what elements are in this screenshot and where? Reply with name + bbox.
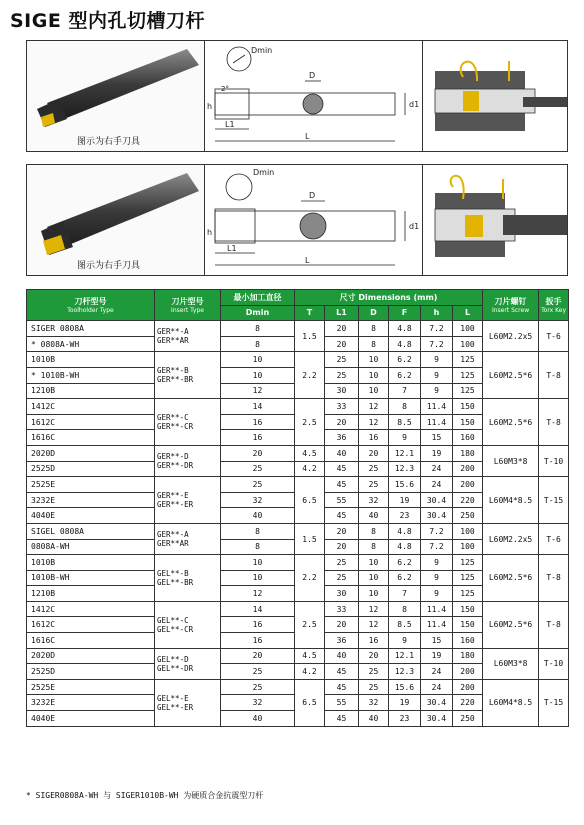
label-l1: L1	[227, 244, 237, 253]
cell-l1: 25	[325, 555, 359, 571]
tool-photo-2	[27, 165, 205, 275]
cell-t: 6.5	[295, 679, 325, 726]
cell-f: 4.8	[389, 539, 421, 555]
cell-t: 2.5	[295, 399, 325, 446]
cell-model: 2020D	[27, 445, 155, 461]
cell-dmin: 8	[221, 336, 295, 352]
cell-h: 9	[421, 570, 453, 586]
cell-dmin: 25	[221, 679, 295, 695]
cell-t: 1.5	[295, 321, 325, 352]
table-row	[27, 477, 569, 493]
cell-f: 4.8	[389, 523, 421, 539]
cell-d: 25	[359, 477, 389, 493]
cell-dmin: 10	[221, 367, 295, 383]
cell-model: SIGEL 0808A	[27, 523, 155, 539]
cell-dmin: 25	[221, 477, 295, 493]
cell-h: 30.4	[421, 695, 453, 711]
cell-l1: 25	[325, 367, 359, 383]
cell-d: 25	[359, 664, 389, 680]
cell-l1: 40	[325, 648, 359, 664]
cell-l1: 30	[325, 383, 359, 399]
cell-model: 1010B	[27, 352, 155, 368]
cell-t: 6.5	[295, 477, 325, 524]
cell-t: 4.5	[295, 648, 325, 664]
header-screw: 刀片螺钉 Insert Screw	[483, 290, 539, 321]
footnote: * SIGER0808A-WH 与 SIGER1010B-WH 为硬质合金抗震型刀杆	[26, 791, 264, 800]
cell-d: 25	[359, 461, 389, 477]
cell-d: 10	[359, 555, 389, 571]
cell-model: 2020D	[27, 648, 155, 664]
figure-caption: 图示为右手刀具	[77, 261, 141, 271]
tool-photo-1	[27, 41, 205, 151]
header-dmin: 最小加工直径	[221, 290, 295, 306]
cell-l: 250	[453, 711, 483, 727]
cell-d: 16	[359, 633, 389, 649]
cell-model: 4040E	[27, 508, 155, 524]
cell-f: 8	[389, 399, 421, 415]
cell-key: T-15	[539, 477, 569, 524]
cell-screw: L60M2.2x5	[483, 321, 539, 352]
cell-h: 24	[421, 664, 453, 680]
cell-model: 3232E	[27, 492, 155, 508]
cell-dmin: 16	[221, 414, 295, 430]
cell-model: 4040E	[27, 711, 155, 727]
header-holder: 刀杆型号 Toolholder Type	[27, 290, 155, 321]
header-t: T	[295, 305, 325, 321]
cell-h: 24	[421, 461, 453, 477]
cell-f: 12.3	[389, 461, 421, 477]
cell-l: 250	[453, 508, 483, 524]
cell-f: 8	[389, 601, 421, 617]
cell-l1: 20	[325, 539, 359, 555]
cell-l1: 55	[325, 492, 359, 508]
cell-dmin: 20	[221, 445, 295, 461]
cell-f: 6.2	[389, 352, 421, 368]
cell-key: T-8	[539, 399, 569, 446]
cell-h: 7.2	[421, 539, 453, 555]
cell-f: 19	[389, 695, 421, 711]
cell-dmin: 32	[221, 695, 295, 711]
cell-f: 12.1	[389, 648, 421, 664]
cell-model: 1210B	[27, 383, 155, 399]
cell-key: T-6	[539, 523, 569, 554]
cell-t: 2.5	[295, 601, 325, 648]
cell-model: 1010B	[27, 555, 155, 571]
cell-dmin: 32	[221, 492, 295, 508]
cell-insert: GER**-C GER**-CR	[155, 399, 221, 446]
cell-insert: GER**-D GER**-DR	[155, 445, 221, 476]
cell-d: 40	[359, 508, 389, 524]
cell-model: 3232E	[27, 695, 155, 711]
cell-l1: 45	[325, 664, 359, 680]
figure-caption: 图示为右手刀具	[77, 137, 141, 147]
label-l: L	[305, 256, 310, 265]
cell-screw: L60M2.5*6	[483, 399, 539, 446]
cell-d: 12	[359, 414, 389, 430]
cell-h: 15	[421, 633, 453, 649]
cell-dmin: 25	[221, 664, 295, 680]
cell-d: 12	[359, 617, 389, 633]
cell-d: 10	[359, 352, 389, 368]
table-row	[27, 352, 569, 368]
cell-h: 11.4	[421, 617, 453, 633]
cell-screw: L60M2.5*6	[483, 352, 539, 399]
cell-d: 10	[359, 586, 389, 602]
cell-h: 9	[421, 352, 453, 368]
header-insert: 刀片型号 Insert Type	[155, 290, 221, 321]
cell-d: 8	[359, 336, 389, 352]
cell-f: 12.1	[389, 445, 421, 461]
cell-l: 180	[453, 445, 483, 461]
cell-f: 4.8	[389, 321, 421, 337]
cell-l: 125	[453, 367, 483, 383]
cell-dmin: 8	[221, 523, 295, 539]
cell-l: 220	[453, 695, 483, 711]
table-row	[27, 445, 569, 461]
cell-l: 160	[453, 633, 483, 649]
cell-h: 24	[421, 679, 453, 695]
cell-dmin: 10	[221, 352, 295, 368]
cell-d: 10	[359, 367, 389, 383]
header-l1: L1	[325, 305, 359, 321]
cell-f: 15.6	[389, 679, 421, 695]
cell-key: T-6	[539, 321, 569, 352]
cell-dmin: 10	[221, 555, 295, 571]
spec-table	[26, 289, 569, 727]
cell-l: 100	[453, 539, 483, 555]
cell-dmin: 40	[221, 711, 295, 727]
cell-d: 20	[359, 445, 389, 461]
cell-insert: GEL**-E GEL**-ER	[155, 679, 221, 726]
cell-d: 32	[359, 492, 389, 508]
cell-l1: 33	[325, 399, 359, 415]
cell-screw: L60M3*8	[483, 445, 539, 476]
cell-key: T-8	[539, 555, 569, 602]
cell-d: 40	[359, 711, 389, 727]
label-dmin: Dmin	[251, 46, 273, 55]
cell-d: 20	[359, 648, 389, 664]
cell-l: 200	[453, 477, 483, 493]
cell-key: T-8	[539, 352, 569, 399]
header-dimensions: 尺寸 Dimensions (mm)	[295, 290, 483, 306]
cell-h: 30.4	[421, 508, 453, 524]
cell-d: 32	[359, 695, 389, 711]
cell-f: 8.5	[389, 617, 421, 633]
cell-insert: GER**-A GER**AR	[155, 321, 221, 352]
label-dmin: Dmin	[253, 168, 275, 177]
cell-l1: 36	[325, 633, 359, 649]
cell-t: 1.5	[295, 523, 325, 554]
cell-l: 100	[453, 321, 483, 337]
cell-model: 1412C	[27, 399, 155, 415]
cell-f: 6.2	[389, 367, 421, 383]
cell-model: 2525D	[27, 461, 155, 477]
cell-f: 9	[389, 633, 421, 649]
cell-f: 23	[389, 508, 421, 524]
cell-h: 9	[421, 586, 453, 602]
cell-l: 100	[453, 336, 483, 352]
cell-l1: 45	[325, 711, 359, 727]
cell-screw: L60M2.5*6	[483, 555, 539, 602]
cell-model: 2525D	[27, 664, 155, 680]
cell-l1: 20	[325, 617, 359, 633]
cell-screw: L60M4*8.5	[483, 679, 539, 726]
cell-key: T-10	[539, 648, 569, 679]
cell-l: 200	[453, 664, 483, 680]
cell-t: 4.2	[295, 461, 325, 477]
cell-l1: 45	[325, 461, 359, 477]
cell-dmin: 16	[221, 617, 295, 633]
cell-h: 9	[421, 383, 453, 399]
cell-l: 125	[453, 586, 483, 602]
cell-key: T-15	[539, 679, 569, 726]
cell-model: 1612C	[27, 617, 155, 633]
label-h: h	[207, 228, 213, 237]
cell-d: 8	[359, 523, 389, 539]
cell-model: 1010B-WH	[27, 570, 155, 586]
cell-model: SIGER 0808A	[27, 321, 155, 337]
cell-h: 7.2	[421, 523, 453, 539]
dimension-drawing-2	[205, 165, 423, 275]
cell-l1: 20	[325, 336, 359, 352]
cell-h: 9	[421, 367, 453, 383]
header-f: F	[389, 305, 421, 321]
label-d: D	[309, 71, 316, 80]
label-d: D	[309, 191, 316, 200]
cell-l1: 25	[325, 352, 359, 368]
cell-l: 125	[453, 555, 483, 571]
header-dmin-sub: Dmin	[221, 305, 295, 321]
cell-d: 10	[359, 570, 389, 586]
cell-l1: 33	[325, 601, 359, 617]
cell-insert: GEL**-B GEL**-BR	[155, 555, 221, 602]
cell-screw: L60M4*8.5	[483, 477, 539, 524]
header-d: D	[359, 305, 389, 321]
cell-insert: GEL**-C GEL**-CR	[155, 601, 221, 648]
cell-l1: 55	[325, 695, 359, 711]
cell-f: 23	[389, 711, 421, 727]
cell-f: 19	[389, 492, 421, 508]
cell-l1: 20	[325, 321, 359, 337]
cell-f: 12.3	[389, 664, 421, 680]
cell-h: 7.2	[421, 321, 453, 337]
cell-f: 8.5	[389, 414, 421, 430]
cell-model: * 0808A-WH	[27, 336, 155, 352]
cell-h: 7.2	[421, 336, 453, 352]
cell-key: T-8	[539, 601, 569, 648]
cell-f: 7	[389, 586, 421, 602]
label-l: L	[305, 132, 310, 141]
cell-f: 7	[389, 383, 421, 399]
cell-h: 15	[421, 430, 453, 446]
dimension-drawing-1	[205, 41, 423, 151]
cell-l1: 45	[325, 477, 359, 493]
figure-row-2	[26, 164, 568, 276]
cell-d: 8	[359, 539, 389, 555]
cell-model: 2525E	[27, 477, 155, 493]
cell-l1: 20	[325, 414, 359, 430]
cell-h: 11.4	[421, 601, 453, 617]
label-l1: L1	[225, 120, 235, 129]
cell-l1: 45	[325, 679, 359, 695]
table-row	[27, 555, 569, 571]
figure-row-1	[26, 40, 568, 152]
cell-dmin: 40	[221, 508, 295, 524]
cell-l: 160	[453, 430, 483, 446]
label-d1: d1	[409, 222, 420, 231]
cell-l1: 20	[325, 523, 359, 539]
cell-insert: GER**-E GER**-ER	[155, 477, 221, 524]
cell-model: 1616C	[27, 430, 155, 446]
cell-dmin: 10	[221, 570, 295, 586]
cell-l: 125	[453, 570, 483, 586]
cell-dmin: 14	[221, 399, 295, 415]
cell-l1: 25	[325, 570, 359, 586]
header-l: L	[453, 305, 483, 321]
cell-d: 12	[359, 601, 389, 617]
cell-key: T-10	[539, 445, 569, 476]
cell-dmin: 8	[221, 321, 295, 337]
cell-screw: L60M2.2x5	[483, 523, 539, 554]
machining-illustration-1	[423, 41, 567, 151]
cell-l: 200	[453, 461, 483, 477]
cell-l: 150	[453, 601, 483, 617]
cell-d: 12	[359, 399, 389, 415]
spec-table-body	[27, 321, 569, 726]
cell-model: 2525E	[27, 679, 155, 695]
header-key: 扳手 Torx Key	[539, 290, 569, 321]
cell-h: 11.4	[421, 414, 453, 430]
header-h: h	[421, 305, 453, 321]
cell-model: 1616C	[27, 633, 155, 649]
cell-f: 4.8	[389, 336, 421, 352]
cell-f: 15.6	[389, 477, 421, 493]
cell-dmin: 12	[221, 383, 295, 399]
cell-screw: L60M2.5*6	[483, 601, 539, 648]
cell-h: 19	[421, 445, 453, 461]
cell-model: * 1010B-WH	[27, 367, 155, 383]
cell-l1: 30	[325, 586, 359, 602]
cell-f: 6.2	[389, 570, 421, 586]
cell-h: 24	[421, 477, 453, 493]
cell-d: 8	[359, 321, 389, 337]
cell-t: 4.2	[295, 664, 325, 680]
cell-model: 1210B	[27, 586, 155, 602]
table-row	[27, 648, 569, 664]
cell-dmin: 8	[221, 539, 295, 555]
cell-l: 150	[453, 617, 483, 633]
cell-l1: 45	[325, 508, 359, 524]
label-d1: d1	[409, 100, 420, 109]
cell-t: 4.5	[295, 445, 325, 461]
table-row	[27, 601, 569, 617]
cell-model: 1412C	[27, 601, 155, 617]
cell-d: 10	[359, 383, 389, 399]
label-h: h	[207, 102, 213, 111]
table-row	[27, 321, 569, 337]
table-row	[27, 679, 569, 695]
cell-t: 2.2	[295, 555, 325, 602]
cell-d: 25	[359, 679, 389, 695]
cell-dmin: 16	[221, 430, 295, 446]
cell-l: 150	[453, 399, 483, 415]
cell-h: 9	[421, 555, 453, 571]
cell-l: 200	[453, 679, 483, 695]
cell-f: 6.2	[389, 555, 421, 571]
cell-screw: L60M3*8	[483, 648, 539, 679]
machining-illustration-2	[423, 165, 567, 275]
cell-model: 1612C	[27, 414, 155, 430]
label-angle: 2°	[221, 85, 229, 93]
cell-l: 125	[453, 352, 483, 368]
cell-l: 180	[453, 648, 483, 664]
cell-d: 16	[359, 430, 389, 446]
cell-h: 30.4	[421, 711, 453, 727]
cell-insert: GER**-A GER**AR	[155, 523, 221, 554]
cell-l1: 36	[325, 430, 359, 446]
cell-l1: 40	[325, 445, 359, 461]
cell-dmin: 12	[221, 586, 295, 602]
cell-model: 0808A-WH	[27, 539, 155, 555]
cell-f: 9	[389, 430, 421, 446]
cell-dmin: 16	[221, 633, 295, 649]
cell-dmin: 20	[221, 648, 295, 664]
cell-l: 100	[453, 523, 483, 539]
cell-h: 19	[421, 648, 453, 664]
cell-dmin: 14	[221, 601, 295, 617]
cell-l: 125	[453, 383, 483, 399]
cell-t: 2.2	[295, 352, 325, 399]
table-row	[27, 399, 569, 415]
page-title: SIGE 型内孔切槽刀杆	[10, 10, 205, 32]
cell-insert: GEL**-D GEL**-DR	[155, 648, 221, 679]
cell-h: 11.4	[421, 399, 453, 415]
cell-h: 30.4	[421, 492, 453, 508]
cell-l: 220	[453, 492, 483, 508]
table-row	[27, 523, 569, 539]
cell-dmin: 25	[221, 461, 295, 477]
cell-l: 150	[453, 414, 483, 430]
cell-insert: GER**-B GER**-BR	[155, 352, 221, 399]
